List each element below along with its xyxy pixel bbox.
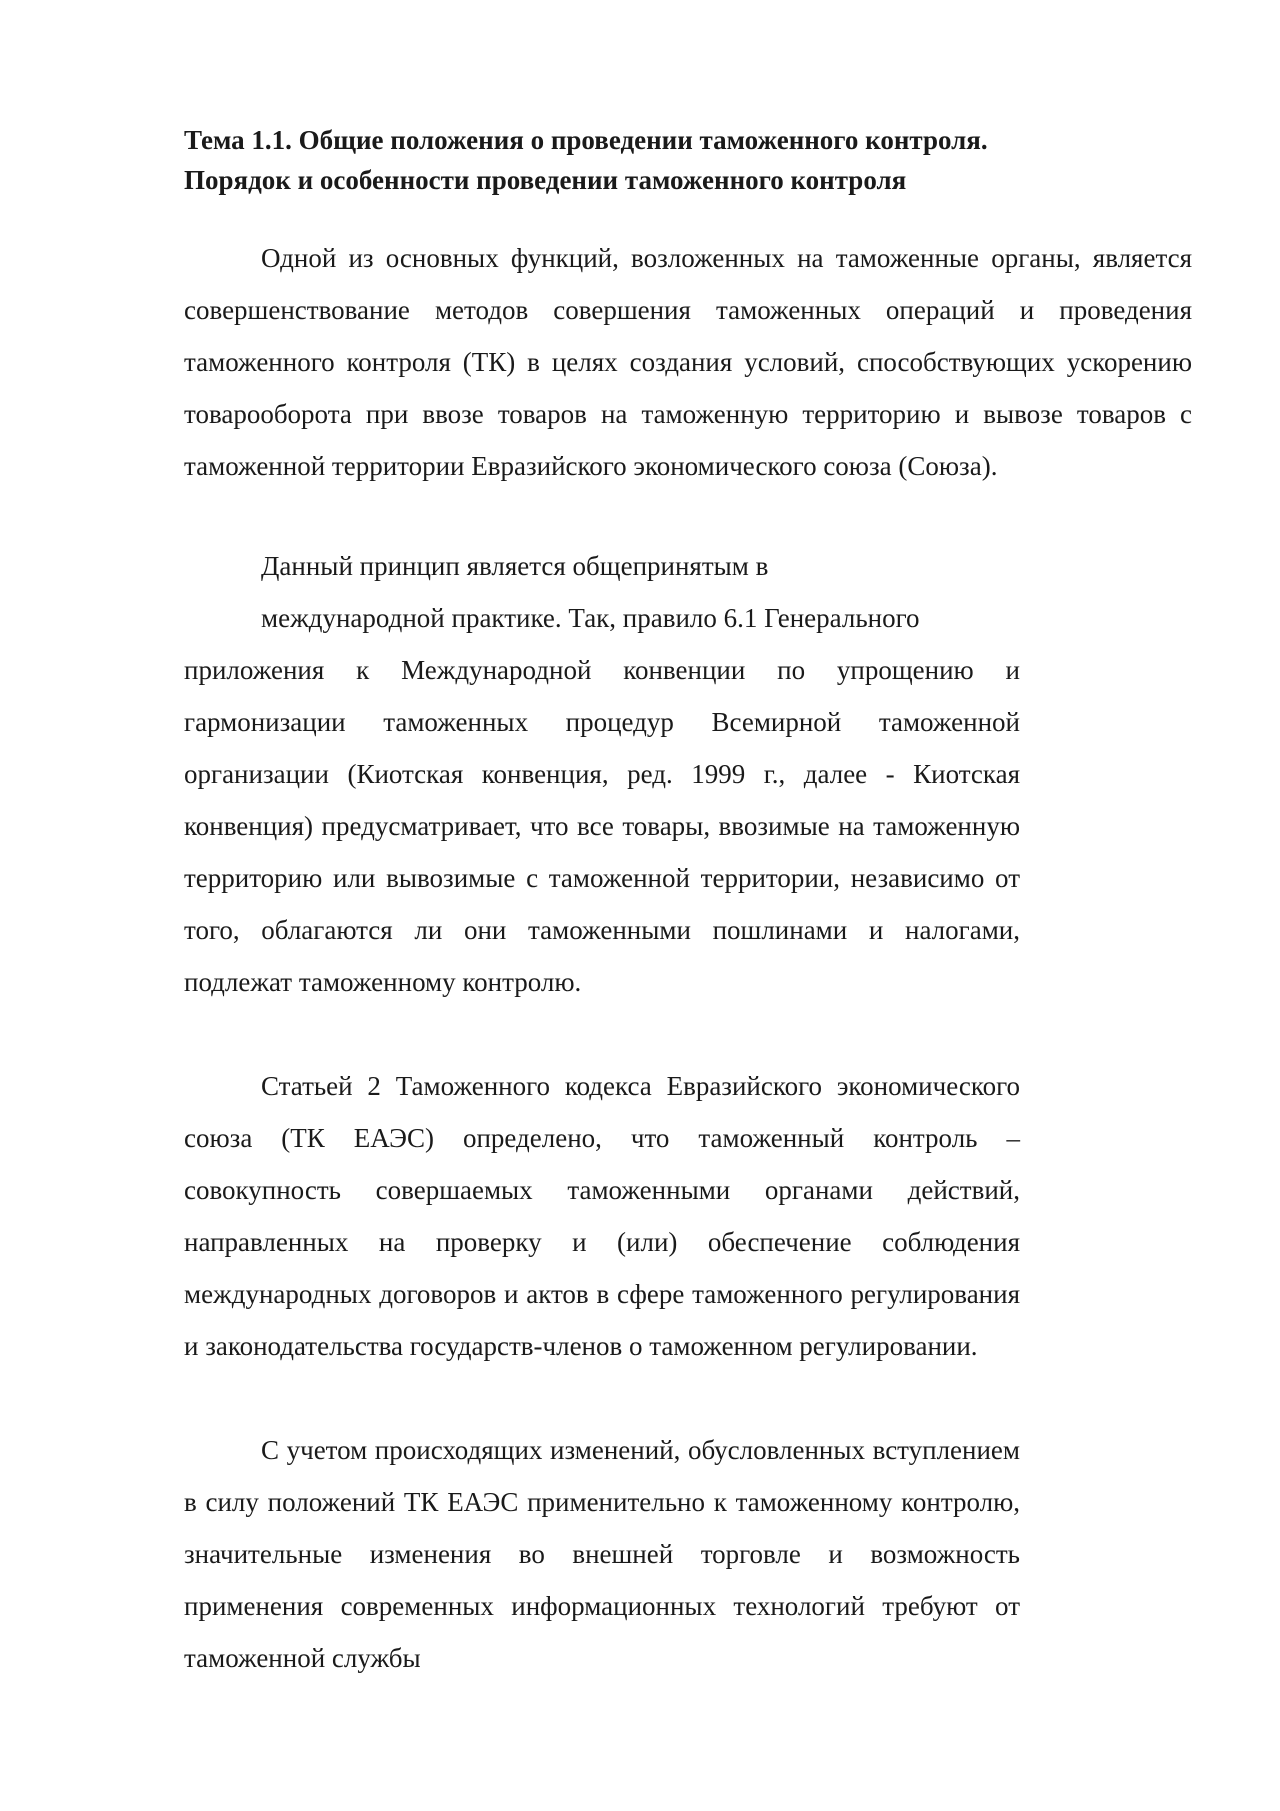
heading-line-2: Порядок и особенности проведении таможенного контроля (184, 165, 907, 195)
paragraph-4: С учетом происходящих изменений, обусловленных вступлением в силу положений ТК ЕАЭС применительно к таможенному контролю, значительные изменения во внешней торговле и возможность применения современных информационных технологий требуют от таможенной службы (184, 1435, 1020, 1673)
heading-line-1: Тема 1.1. Общие положения о проведении таможенного контроля. (184, 125, 988, 155)
paragraph-1: Одной из основных функций, возложенных на таможенные органы, является совершенствование методов совершения таможенных операций и проведения таможенного контроля (ТК) в целях создания условий, способствующих ускорению товарооборота при ввозе товаров на таможенную территорию и вывозе товаров с таможенной территории Евразийского экономического союза (Союза). (184, 243, 1192, 481)
paragraph-2-line-2: международной практике. Так, правило 6.1 Генерального (261, 603, 920, 633)
paragraph-2-body: приложения к Международной конвенции по упрощению и гармонизации таможенных процедур Всемирной таможенной организации (Киотская конвенция, ред. 1999 г., далее - Киотская конвенция) предусматривает, что все товары, ввозимые на таможенную территорию или вывозимые с таможенной территории, независимо от того, облагаются ли они таможенными пошлинами и налогами, подлежат таможенному контролю. (184, 655, 1020, 997)
paragraph-3: Статьей 2 Таможенного кодекса Евразийского экономического союза (ТК ЕАЭС) определено, что таможенный контроль – совокупность совершаемых таможенными органами действий, направленных на проверку и (или) обеспечение соблюдения международных договоров и актов в сфере таможенного регулирования и законодательства государств-членов о таможенном регулировании. (184, 1071, 1020, 1361)
paragraph-2-line-1: Данный принцип является общепринятым в (261, 551, 769, 581)
topic-heading (184, 120, 1184, 200)
